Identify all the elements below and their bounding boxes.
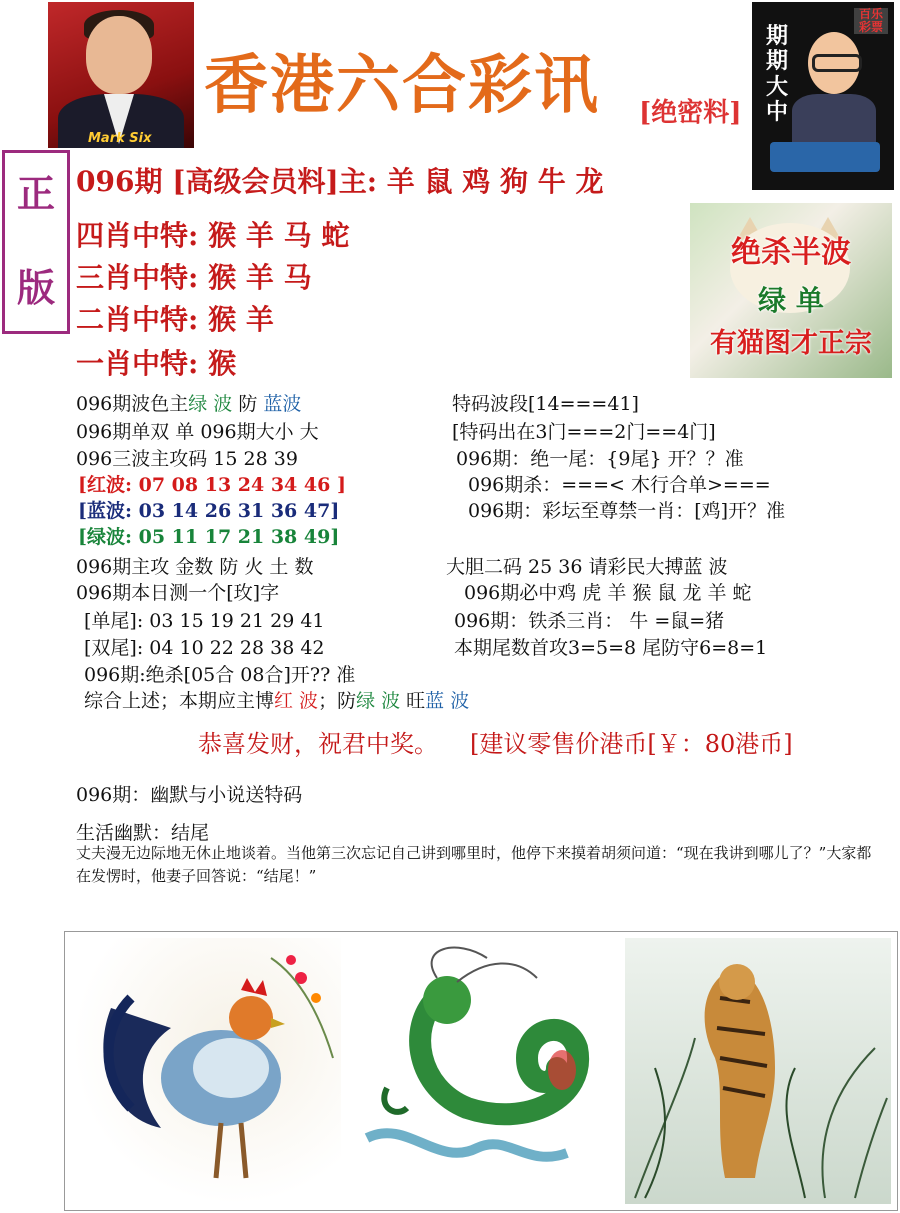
zodiac-paintings	[64, 931, 898, 1211]
mark-six-logo: Mark Six	[88, 131, 152, 146]
wave-guard-label: 防	[232, 393, 264, 415]
kill-combo: 096期:绝杀[05合 08合]开?? 准	[84, 664, 356, 686]
authentic-badge-line2: 版	[16, 265, 55, 310]
kill-element: 096期杀：===< 木行合单>===	[468, 474, 771, 496]
humor-label: 生活幽默：结尾	[76, 822, 210, 844]
wave-prefix: 096期波色主	[76, 393, 189, 415]
summary-prosper-label: 旺	[400, 690, 426, 712]
promo-line2: 绿 单	[758, 284, 824, 317]
cartoon-photo	[752, 2, 894, 190]
humor-text: 丈夫漫无边际地无休止地谈着。当他第三次忘记自己讲到哪里时，他停下来摸着胡须问道：“现在我讲到哪儿了？”大家都在发愣时，他妻子回答说：“结尾！”	[76, 844, 872, 886]
tiger-icon	[625, 938, 891, 1204]
summary-red: 红 波	[274, 690, 319, 712]
wave-guard: 蓝波	[263, 393, 302, 415]
cartoon-badge: 百乐彩票	[854, 8, 888, 34]
special-gate: [特码出在3门===2门==4门]	[452, 421, 716, 443]
single-tail: [单尾]: 03 15 19 21 29 41	[84, 610, 325, 632]
summary-blue: 蓝 波	[425, 690, 470, 712]
authentic-badge-line1: 正	[16, 171, 55, 216]
page-title: 香港六合彩讯	[204, 48, 600, 123]
promo-line3: 有猫图才正宗	[710, 328, 872, 359]
joke-title: 096期：幽默与小说送特码	[76, 784, 303, 806]
two-codes: 大胆二码 25 36 请彩民大搏蓝 波	[446, 556, 728, 578]
blue-wave-numbers: [蓝波: 03 14 26 31 36 47]	[78, 500, 340, 522]
two-zodiac: 二肖中特: 猴 羊	[76, 303, 274, 336]
tail-attack: 本期尾数首攻3=5=8 尾防守6=8=1	[454, 637, 768, 659]
one-tail: 096期：绝一尾：{9尾} 开？？准	[456, 448, 744, 470]
rooster-painting	[71, 938, 341, 1204]
authentic-badge	[2, 150, 70, 334]
three-wave-codes: 096三波主攻码 15 28 39	[76, 448, 298, 470]
dragon-icon	[347, 938, 617, 1204]
kill-three: 096期：铁杀三肖： 牛 =鼠=猪	[454, 610, 725, 632]
wave-main: 绿 波	[188, 393, 233, 415]
host-photo	[48, 2, 194, 148]
dragon-painting	[347, 938, 617, 1204]
single-double: 096期单双 单 096期大小 大	[76, 421, 319, 443]
promo-line1: 绝杀半波	[731, 235, 851, 270]
congrats-text: 恭喜发财，祝君中奖。	[198, 730, 438, 758]
cartoon-caption: 期期大中	[766, 23, 789, 125]
summary-prefix: 综合上述；本期应主博	[84, 690, 275, 712]
one-zodiac: 一肖中特: 猴	[76, 347, 237, 380]
special-range: 特码波段[14===41]	[452, 393, 639, 415]
member-line: 096期 [高级会员料]主: 羊 鼠 鸡 狗 牛 龙	[76, 165, 604, 198]
wave-line	[76, 389, 301, 416]
main-attack: 096期主攻 金数 防 火 土 数	[76, 556, 314, 578]
red-wave-numbers: [红波: 07 08 13 24 34 46 ]	[78, 474, 346, 496]
rooster-icon	[71, 938, 341, 1204]
summary-green: 绿 波	[356, 690, 401, 712]
tiger-painting	[625, 938, 891, 1204]
page-subtitle: [绝密料]	[639, 98, 742, 128]
forbidden-zodiac: 096期：彩坛至尊禁一肖：[鸡]开？准	[468, 500, 786, 522]
summary-line	[84, 686, 469, 713]
green-wave-numbers: [绿波: 05 11 17 21 38 49]	[78, 526, 340, 548]
four-zodiac: 四肖中特: 猴 羊 马 蛇	[76, 219, 350, 252]
promo-cat-image	[690, 203, 892, 378]
three-zodiac: 三肖中特: 猴 羊 马	[76, 261, 312, 294]
must-hit: 096期必中鸡 虎 羊 猴 鼠 龙 羊 蛇	[464, 582, 752, 604]
daily-character: 096期本日测一个[玫]字	[76, 582, 280, 604]
price-text: [建议零售价港币[￥：80港币]	[470, 730, 793, 758]
double-tail: [双尾]: 04 10 22 28 38 42	[84, 637, 325, 659]
summary-guard-label: ；防	[318, 690, 357, 712]
